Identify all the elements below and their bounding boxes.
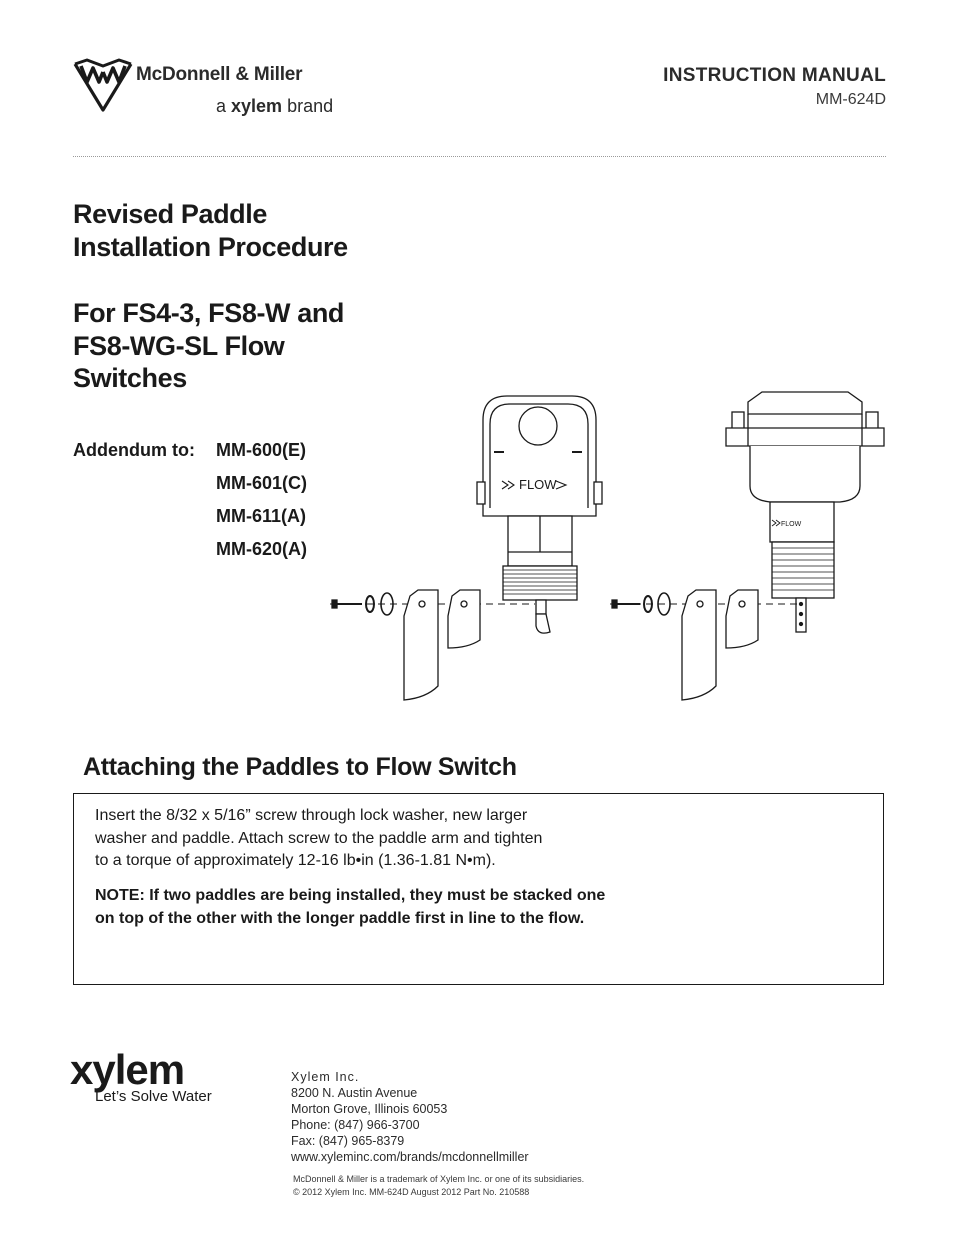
company-address [291,1069,529,1165]
title-line: For FS4-3, FS8-W and [73,298,345,328]
trademark-notice: McDonnell & Miller is a trademark of Xylem Inc. or one of its subsidiaries. [293,1174,585,1184]
copyright-notice: © 2012 Xylem Inc. MM-624D August 2012 Part No. 210588 [293,1186,530,1197]
addendum-item: MM-600(E) [216,440,307,460]
addendum-item: MM-601(C) [216,473,308,493]
title-line: FS8-WG-SL Flow [73,330,285,361]
xylem-logo: xylem [70,1046,185,1093]
brand-subtitle [216,96,333,117]
address-line: 8200 N. Austin Avenue [291,1086,418,1100]
brand-sub-prefix: a [216,96,232,116]
note-line: on top of the other with the longer paddle first in line to the flow. [95,909,585,927]
title-line: Installation Procedure [73,231,348,262]
addendum-list [216,434,307,566]
paddle-short-right [726,590,758,648]
page-title [73,198,348,263]
addendum-item: MM-620(A) [216,539,308,559]
flow-switch-left-illustration [477,396,602,633]
instruction-line: Insert the 8/32 x 5/16” screw through lock washer, new larger [95,807,528,824]
address-line: Morton Grove, Illinois 60053 [291,1102,448,1116]
document-number: MM-624D [815,91,886,108]
note-line: NOTE: If two paddles are being installed, they must be stacked one [95,887,606,904]
header-divider [73,156,886,157]
website-link[interactable]: www.xyleminc.com/brands/mcdonnellmiller [291,1150,529,1164]
mcdonnell-miller-logo-icon [72,54,134,114]
paddle-long-left [404,590,438,700]
instruction-line: washer and paddle. Attach screw to the paddle arm and tighten [95,829,543,847]
brand-sub-suffix: brand [282,96,334,116]
company-name: Xylem Inc. [291,1070,360,1084]
flow-switch-diagram [330,390,890,710]
addendum-item: MM-611(A) [216,506,307,526]
flow-label-small: FLOW [781,521,802,528]
brand-name: McDonnell & Miller [136,64,303,85]
instruction-note [95,885,725,930]
flow-label-large: FLOW [519,477,557,492]
paddle-long-right [682,590,716,700]
title-line: Switches [73,363,187,393]
paddle-short-left [448,590,480,648]
document-type: INSTRUCTION MANUAL [663,65,886,86]
tagline: Let’s Solve Water [95,1088,212,1105]
phone-number: Phone: (847) 966-3700 [291,1118,420,1132]
instruction-text [95,805,695,873]
title-line: Revised Paddle [73,199,267,229]
addendum-label: Addendum to: [73,440,195,460]
section-title: Attaching the Paddles to Flow Switch [83,753,517,781]
page-subtitle [73,297,344,395]
fax-number: Fax: (847) 965-8379 [291,1134,405,1148]
legal-notice [293,1173,584,1198]
instruction-line: to a torque of approximately 12-16 lb•in (1.36-1.81 N•m). [95,852,496,869]
instruction-box [73,793,884,985]
brand-sub-mark: xylem [231,96,283,116]
